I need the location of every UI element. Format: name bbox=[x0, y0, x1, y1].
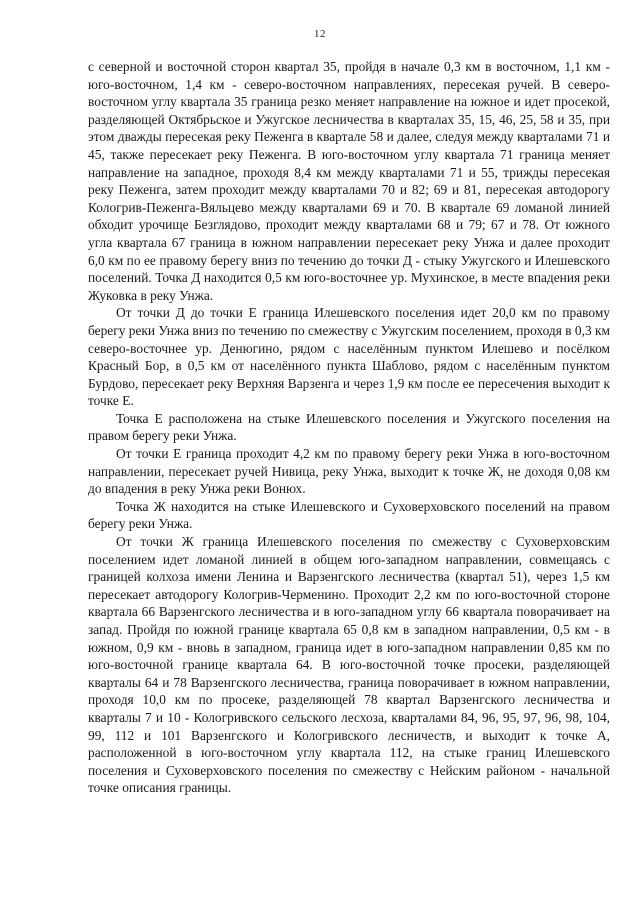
paragraph-1: с северной и восточной сторон квартал 35, пройдя в начале 0,3 км в восточном, 1,1 км - юго-восточном, 1,4 км - северо-восточном направлениях, пересекая ручей. В северо-восточном углу квартала 35 граница резко меняет направление на южное и идет просекой, разделяющей Октябрьское и Ужугское лесничества в кварталах 35, 15, 46, 25, 58 и 35, при этом дважды пересекая реку Пеженга в квартале 58 и далее, следуя между кварталами 71 и 45, также пересекает реку Пеженга. В юго-восточном углу квартала 71 граница меняет направление на западное, проходя 8,4 км между кварталами 71 и 55, трижды пересекая реку Пеженга, затем проходит между кварталами 70 и 82; 69 и 81, пересекая автодорогу Кологрив-Пеженга-Вяльцево между кварталами 69 и 70. В квартале 69 ломаной линией обходит урочище Безглядово, проходит между кварталами 68 и 79; 67 и 78. От южного угла квартала 67 граница в южном направлении пересекает реку Унжа и далее проходит 6,0 км по ее правому берегу вниз по течению до точки Д - стыку Ужугского и Илешевского поселений. Точка Д находится 0,5 км юго-восточнее ур. Мухинское, в месте впадения реки Жуковка в реку Унжа. bbox=[88, 59, 610, 303]
paragraph-2: От точки Д до точки Е граница Илешевского поселения идет 20,0 км по правому берегу реки Унжа вниз по течению по смежеству с Ужугским поселением, проходя в 0,3 км северо-восточнее ур. Денюгино, рядом с населённым пунктом Илешево и посёлком Красный Бор, в 0,5 км от населённого пункта Шаблово, рядом с населённым пунктом Бурдово, пересекает реку Верхняя Варзенга и через 1,9 км после ее пересечения выходит к точке Е. bbox=[88, 305, 610, 409]
paragraph-3: Точка Е расположена на стыке Илешевского поселения и Ужугского поселения на правом берегу реки Унжа. bbox=[88, 410, 610, 444]
body-text bbox=[88, 58, 610, 797]
paragraph-5: Точка Ж находится на стыке Илешевского и Суховерховского поселений на правом берегу реки Унжа. bbox=[88, 498, 610, 532]
page-number: 12 bbox=[314, 28, 326, 40]
paragraph-4: От точки Е граница проходит 4,2 км по правому берегу реки Унжа в юго-восточном направлении, пересекает ручей Нивица, реку Унжа, выходит к точке Ж, не доходя 0,08 км до впадения в реку Унжа реки Вонюх. bbox=[88, 446, 610, 497]
paragraph-6: От точки Ж граница Илешевского поселения по смежеству с Суховерховским поселением идет ломаной линией в общем юго-западном направлении, совмещаясь с границей колхоза имени Ленина и Варзенгского лесничества (квартал 51), через 1,5 км пересекает автодорогу Кологрив-Черменино. Проходит 2,2 км по юго-восточной стороне квартала 66 Варзенгского лесничества и в юго-западном углу 66 квартала поворачивает на запад. Пройдя по южной границе квартала 65 0,8 км в западном направлении, 0,5 км - в южном, 0,9 км - вновь в западном, граница идет в юго-западном направлении 0,85 км по юго-восточной границе квартала 64. В юго-восточной точке просеки, разделяющей кварталы 64 и 78 Варзенгского лесничества, граница поворачивает в южном направлении, проходя 10,0 км по просеке, разделяющей 78 квартал Варзенгского лесничества и кварталы 7 и 10 - Кологривского сельского лесхоза, кварталами 84, 96, 95, 97, 96, 98, 104, 99, 112 и 101 Варзенгского и Кологривского лесничеств, и выходит к точке А, расположенной в юго-восточном углу квартала 112, на стыке границ Илешевского поселения и Суховерховского поселения по смежеству с Нейским районом - начальной точке описания границы. bbox=[88, 534, 610, 796]
